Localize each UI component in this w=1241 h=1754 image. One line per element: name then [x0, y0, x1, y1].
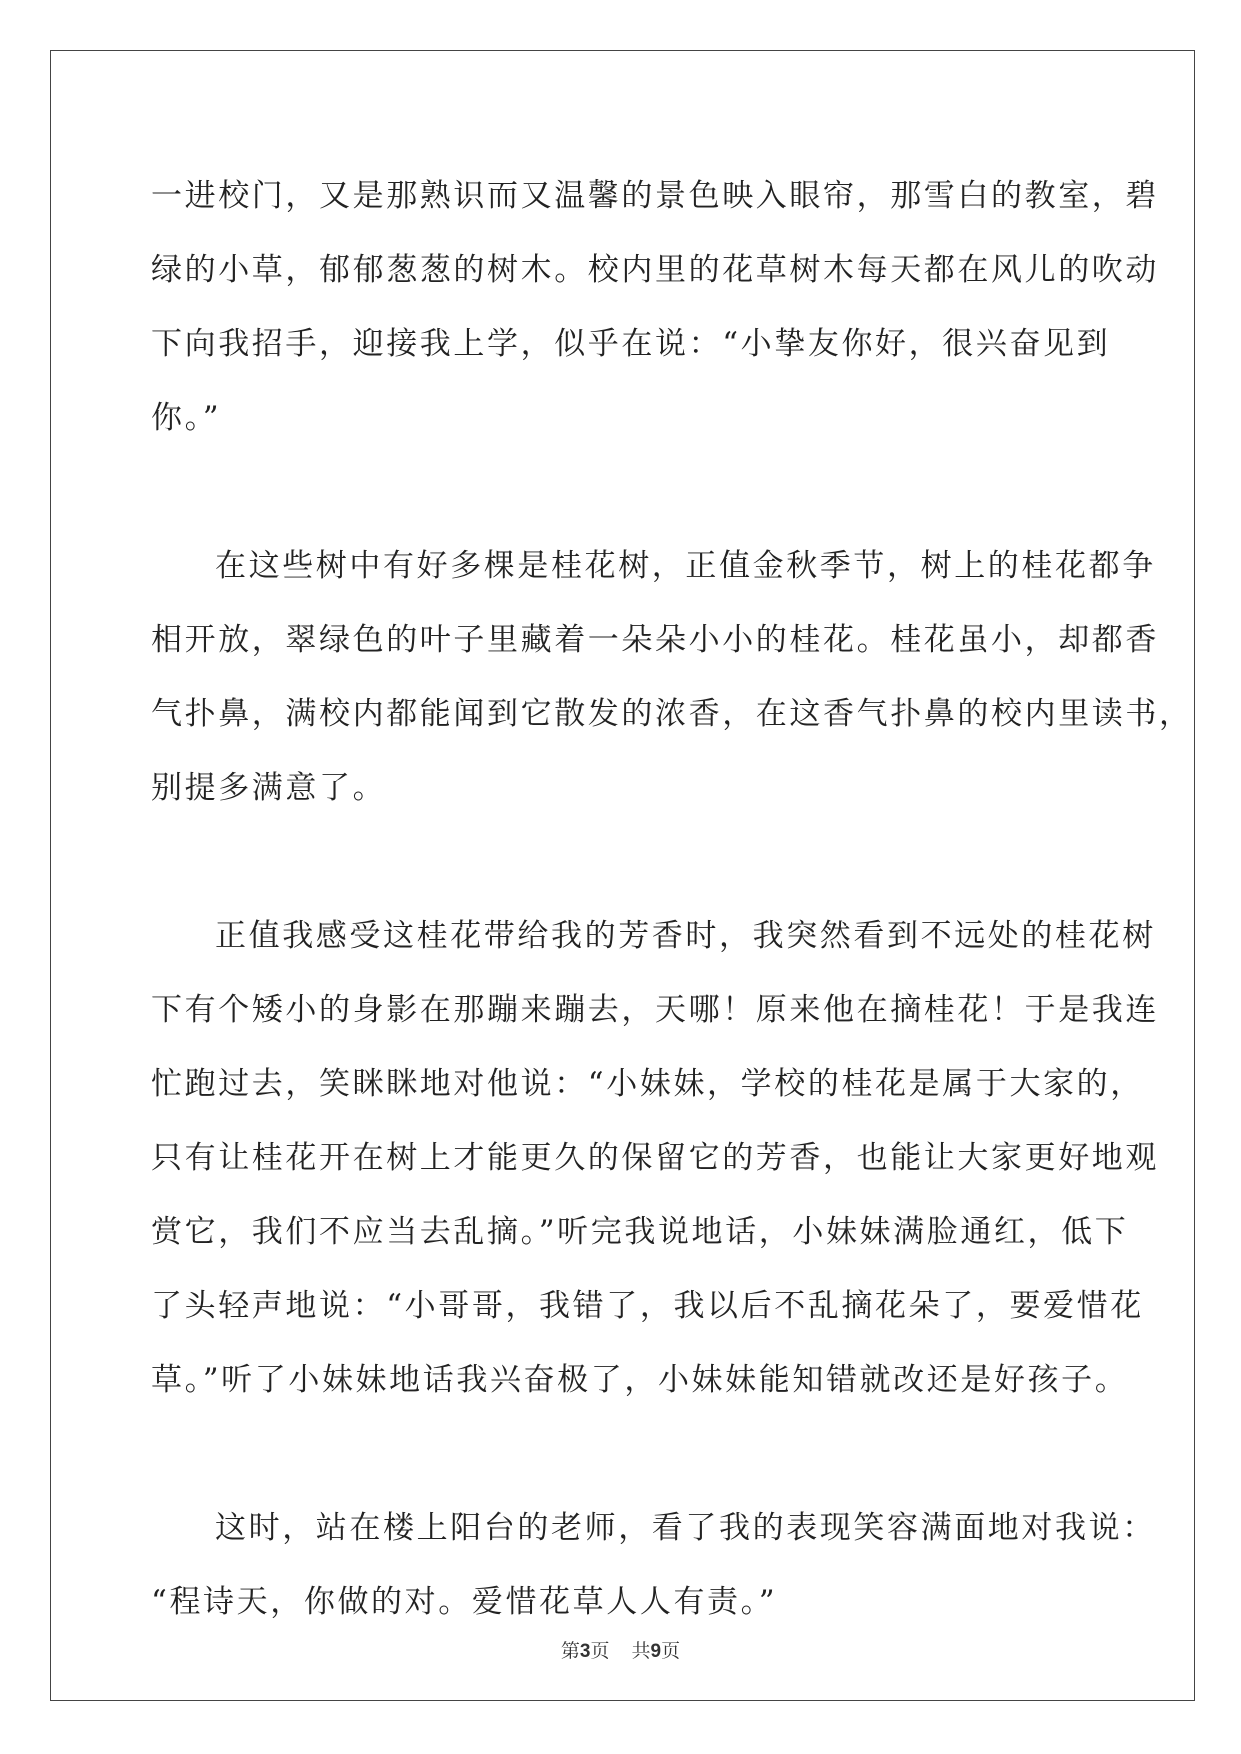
total-pages: 9: [650, 1641, 662, 1662]
total-prefix: 共: [631, 1640, 651, 1662]
text-line: 绿的小草，郁郁葱葱的树木。校内里的花草树木每天都在风儿的吹动: [151, 252, 1159, 288]
text-line: 了头轻声地说：“小哥哥，我错了，我以后不乱摘花朵了，要爱惜花: [151, 1288, 1144, 1324]
text-line: 在这些树中有好多棵是桂花树，正值金秋季节，树上的桂花都争: [215, 548, 1156, 584]
page-number: 3: [579, 1641, 591, 1662]
paragraph-1: [151, 159, 1159, 455]
paragraph-gap: [151, 455, 1091, 529]
page-prefix: 第: [560, 1640, 580, 1662]
text-line: 忙跑过去，笑眯眯地对他说：“小妹妹，学校的桂花是属于大家的，: [151, 1066, 1144, 1102]
document-body: [151, 159, 1193, 1639]
text-line: 一进校门，又是那熟识而又温馨的景色映入眼帘，那雪白的教室，碧: [151, 178, 1159, 214]
page-footer: [0, 1636, 1241, 1663]
text-line: 下向我招手，迎接我上学，似乎在说：“小挚友你好，很兴奋见到: [151, 326, 1111, 362]
text-line: 你。”: [151, 400, 222, 436]
paragraph-4: [151, 1491, 1156, 1639]
text-line: 正值我感受这桂花带给我的芳香时，我突然看到不远处的桂花树: [215, 918, 1156, 954]
paragraph-2: [151, 529, 1193, 825]
text-line: “程诗天，你做的对。爱惜花草人人有责。”: [151, 1584, 778, 1620]
text-line: 别提多满意了。: [151, 770, 387, 806]
text-line: 草。”听了小妹妹地话我兴奋极了，小妹妹能知错就改还是好孩子。: [151, 1362, 1129, 1398]
total-suffix: 页: [661, 1640, 681, 1662]
paragraph-3: [151, 899, 1159, 1417]
paragraph-gap: [151, 825, 1091, 899]
text-line: 只有让桂花开在树上才能更久的保留它的芳香，也能让大家更好地观: [151, 1140, 1159, 1176]
text-line: 相开放，翠绿色的叶子里藏着一朵朵小小的桂花。桂花虽小，却都香: [151, 622, 1159, 658]
text-line: 下有个矮小的身影在那蹦来蹦去，天哪！原来他在摘桂花！于是我连: [151, 992, 1159, 1028]
page-suffix: 页: [590, 1640, 610, 1662]
text-line: 这时，站在楼上阳台的老师，看了我的表现笑容满面地对我说：: [215, 1510, 1156, 1546]
paragraph-gap: [151, 1417, 1091, 1491]
text-line: 赏它，我们不应当去乱摘。”听完我说地话，小妹妹满脸通红，低下: [151, 1214, 1129, 1250]
text-line: 气扑鼻，满校内都能闻到它散发的浓香，在这香气扑鼻的校内里读书，: [151, 696, 1193, 732]
